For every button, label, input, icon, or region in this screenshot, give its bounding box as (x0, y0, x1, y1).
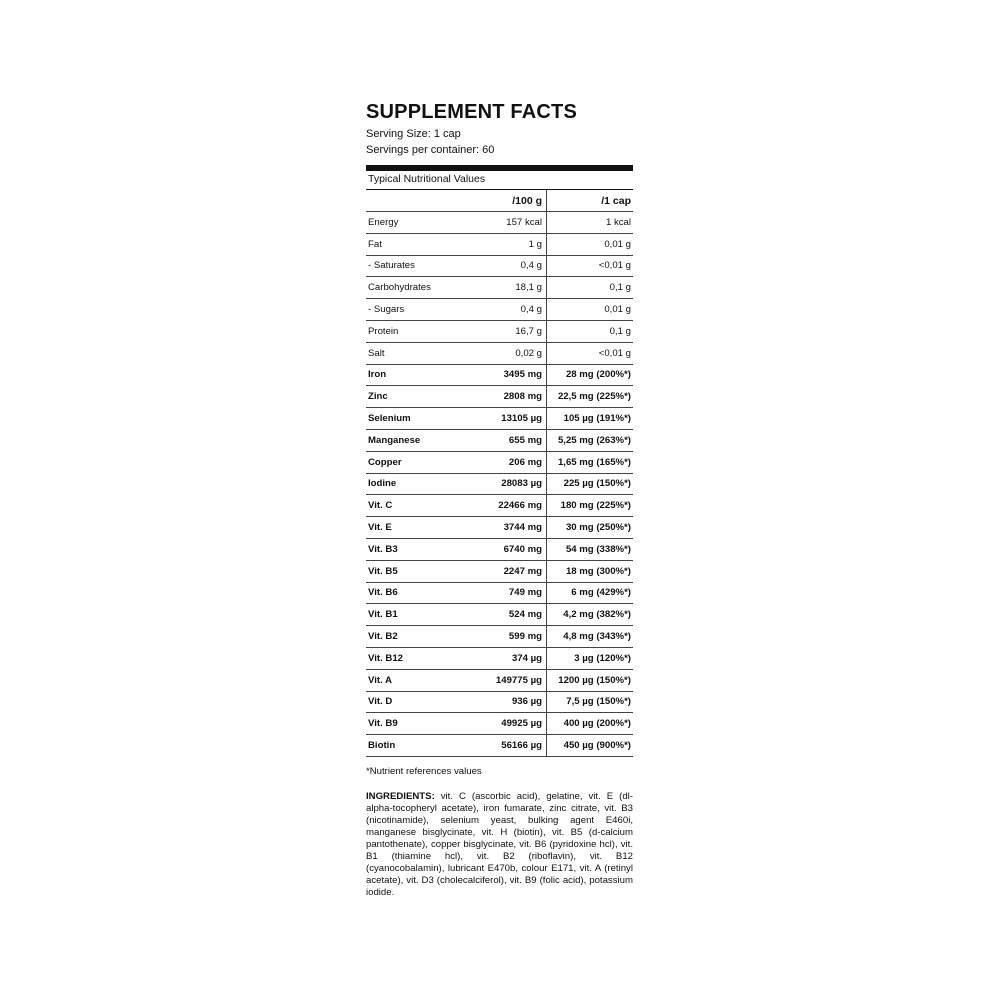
nutrient-name: Salt (366, 342, 480, 364)
value-per-cap: 30 mg (250%*) (547, 517, 634, 539)
value-per-100g: 6740 mg (480, 538, 547, 560)
value-per-100g: 22466 mg (480, 495, 547, 517)
value-per-100g: 936 µg (480, 691, 547, 713)
value-per-cap: 105 µg (191%*) (547, 408, 634, 430)
value-per-100g: 749 mg (480, 582, 547, 604)
table-row (366, 495, 633, 517)
table-row (366, 538, 633, 560)
value-per-cap: 0,01 g (547, 299, 634, 321)
header-per-cap: /1 cap (547, 190, 634, 212)
servings-per-container: Servings per container: 60 (366, 144, 495, 156)
table-row (366, 473, 633, 495)
nutrient-name: - Sugars (366, 299, 480, 321)
value-per-cap: 1,65 mg (165%*) (547, 451, 634, 473)
table-row (366, 626, 633, 648)
table-row (366, 560, 633, 582)
table-row (366, 364, 633, 386)
nutrient-name: Vit. B2 (366, 626, 480, 648)
value-per-cap: 54 mg (338%*) (547, 538, 634, 560)
value-per-cap: 22,5 mg (225%*) (547, 386, 634, 408)
value-per-100g: 2808 mg (480, 386, 547, 408)
value-per-100g: 0,02 g (480, 342, 547, 364)
value-per-cap: 5,25 mg (263%*) (547, 429, 634, 451)
nutrient-name: Biotin (366, 735, 480, 757)
value-per-100g: 3495 mg (480, 364, 547, 386)
value-per-100g: 56166 µg (480, 735, 547, 757)
value-per-cap: 28 mg (200%*) (547, 364, 634, 386)
table-row (366, 277, 633, 299)
label-title: SUPPLEMENT FACTS (366, 101, 577, 123)
table-row (366, 386, 633, 408)
nutrient-name: Vit. A (366, 669, 480, 691)
nutrient-name: Vit. B12 (366, 647, 480, 669)
table-row (366, 582, 633, 604)
nutrient-name: Vit. B3 (366, 538, 480, 560)
table-row (366, 604, 633, 626)
value-per-cap: 450 µg (900%*) (547, 735, 634, 757)
value-per-cap: 7,5 µg (150%*) (547, 691, 634, 713)
nutrient-name: Vit. D (366, 691, 480, 713)
supplement-facts-label (366, 100, 633, 899)
value-per-cap: <0,01 g (547, 342, 634, 364)
serving-size: Serving Size: 1 cap (366, 128, 461, 140)
table-row (366, 408, 633, 430)
ingredients-label: INGREDIENTS: (366, 790, 435, 802)
value-per-100g: 0,4 g (480, 299, 547, 321)
table-row (366, 713, 633, 735)
value-per-cap: 1 kcal (547, 212, 634, 234)
value-per-cap: 225 µg (150%*) (547, 473, 634, 495)
reference-note: *Nutrient references values (366, 765, 482, 777)
ingredients-text: vit. C (ascorbic acid), gelatine, vit. E (dl-alpha-tocopheryl acetate), iron fumarate, zinc citrate, vit. B3 (nicotinamide), selenium yeast, bulking agent E460i, manganese bisglycinate, vit. H (biotin), vit. B5 (d-calcium pantothenate), copper bisglycinate, vit. B6 (pyridoxine hcl), vit. B1 (thiamine hcl), vit. B2 (riboflavin), vit. B12 (cyanocobalamin), lubricant E470b, colour E171, vit. A (retinyl acetate), vit. D3 (cholecalciferol), vit. B9 (folic acid), potassium iodide. (366, 790, 633, 898)
nutrient-name: Copper (366, 451, 480, 473)
value-per-100g: 1 g (480, 233, 547, 255)
value-per-cap: 3 µg (120%*) (547, 647, 634, 669)
nutrient-name: Vit. B5 (366, 560, 480, 582)
nutrient-name: Manganese (366, 429, 480, 451)
value-per-cap: 6 mg (429%*) (547, 582, 634, 604)
table-row (366, 735, 633, 757)
nutrient-name: Vit. B6 (366, 582, 480, 604)
table-row (366, 320, 633, 342)
value-per-100g: 13105 µg (480, 408, 547, 430)
nutrition-table (366, 190, 633, 757)
value-per-100g: 2247 mg (480, 560, 547, 582)
value-per-100g: 18,1 g (480, 277, 547, 299)
value-per-cap: 4,8 mg (343%*) (547, 626, 634, 648)
nutrient-name: Iodine (366, 473, 480, 495)
nutrient-name: Energy (366, 212, 480, 234)
value-per-100g: 16,7 g (480, 320, 547, 342)
nutrient-name: Fat (366, 233, 480, 255)
table-row (366, 233, 633, 255)
value-per-cap: 0,01 g (547, 233, 634, 255)
nutrient-name: Vit. B9 (366, 713, 480, 735)
nutrient-name: Protein (366, 320, 480, 342)
value-per-100g: 49925 µg (480, 713, 547, 735)
value-per-100g: 157 kcal (480, 212, 547, 234)
table-row (366, 669, 633, 691)
nutrient-name: - Saturates (366, 255, 480, 277)
table-row (366, 517, 633, 539)
value-per-100g: 655 mg (480, 429, 547, 451)
nutrient-name: Vit. C (366, 495, 480, 517)
table-row (366, 255, 633, 277)
value-per-100g: 0,4 g (480, 255, 547, 277)
value-per-cap: 18 mg (300%*) (547, 560, 634, 582)
table-row (366, 299, 633, 321)
value-per-100g: 149775 µg (480, 669, 547, 691)
table-row (366, 647, 633, 669)
value-per-100g: 524 mg (480, 604, 547, 626)
table-row (366, 691, 633, 713)
nutrient-name: Vit. B1 (366, 604, 480, 626)
table-row (366, 212, 633, 234)
table-row (366, 429, 633, 451)
value-per-cap: 180 mg (225%*) (547, 495, 634, 517)
header-name (366, 190, 480, 212)
value-per-cap: 400 µg (200%*) (547, 713, 634, 735)
value-per-100g: 28083 µg (480, 473, 547, 495)
value-per-100g: 599 mg (480, 626, 547, 648)
header-per-100g: /100 g (480, 190, 547, 212)
value-per-cap: 1200 µg (150%*) (547, 669, 634, 691)
ingredients (366, 791, 633, 899)
nutrient-name: Vit. E (366, 517, 480, 539)
value-per-cap: 0,1 g (547, 277, 634, 299)
value-per-cap: <0,01 g (547, 255, 634, 277)
value-per-100g: 374 µg (480, 647, 547, 669)
table-row (366, 342, 633, 364)
value-per-cap: 4,2 mg (382%*) (547, 604, 634, 626)
table-row (366, 451, 633, 473)
value-per-100g: 206 mg (480, 451, 547, 473)
table-caption: Typical Nutritional Values (366, 171, 633, 190)
value-per-cap: 0,1 g (547, 320, 634, 342)
nutrient-name: Zinc (366, 386, 480, 408)
nutrient-name: Iron (366, 364, 480, 386)
nutrient-name: Selenium (366, 408, 480, 430)
table-header-row (366, 190, 633, 212)
nutrient-name: Carbohydrates (366, 277, 480, 299)
value-per-100g: 3744 mg (480, 517, 547, 539)
